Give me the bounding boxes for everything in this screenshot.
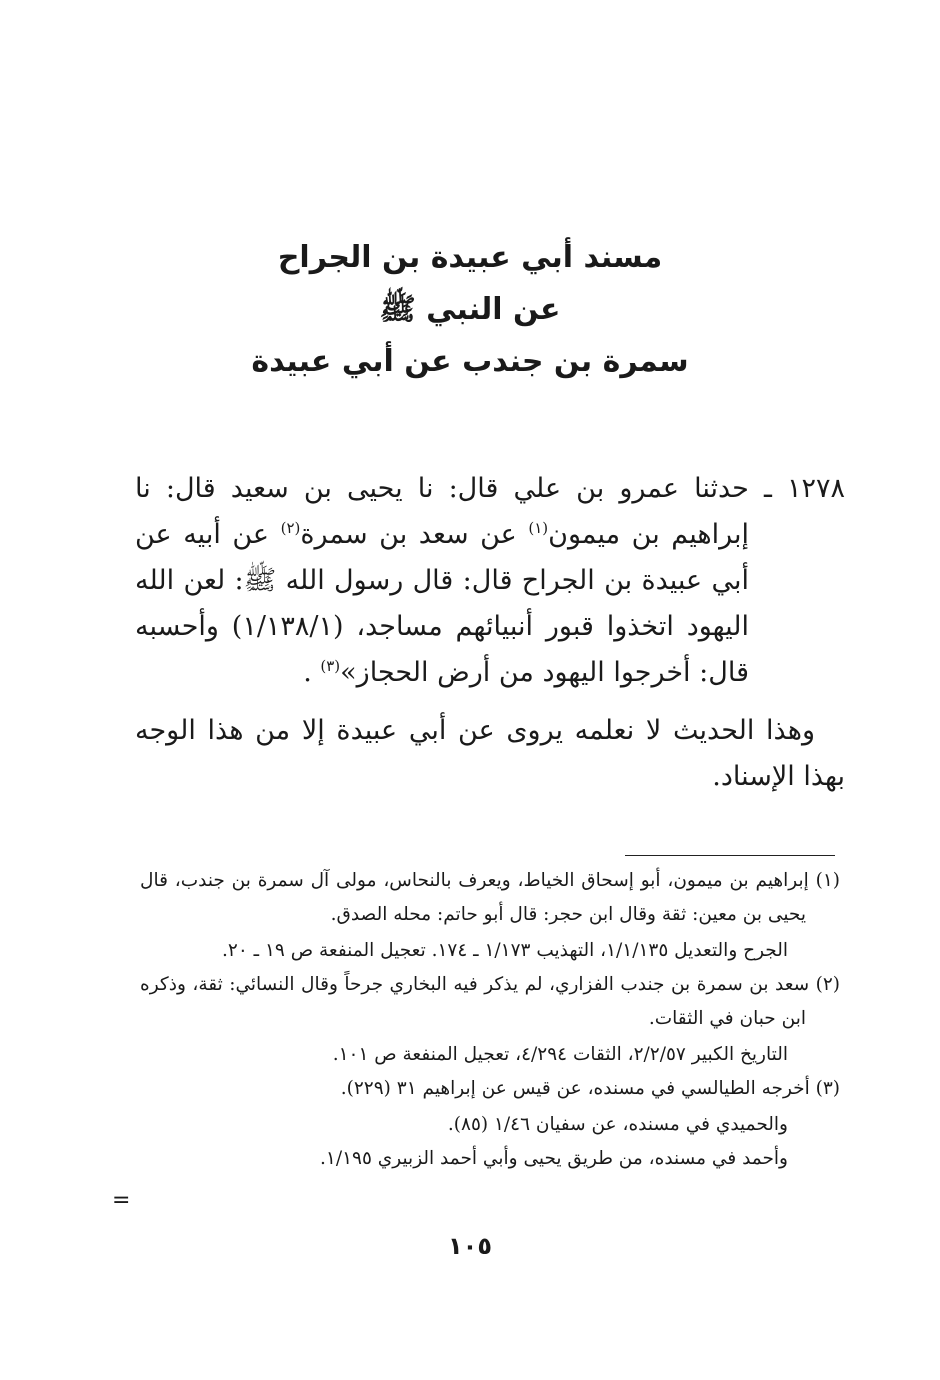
footnote-3-label: (٣)	[815, 1078, 840, 1099]
footnote-2	[140, 968, 840, 1036]
footnote-marker-2: (٢)	[280, 519, 301, 537]
hadith-text-1: ـ حدثنا عمرو بن علي قال: نا يحيى بن سعيد قال: نا إبراهيم بن ميمون	[135, 473, 787, 550]
hadith-number: ١٢٧٨	[786, 473, 845, 504]
chapter-heading	[0, 232, 940, 388]
footnote-3-line-2: والحميدي في مسنده، عن سفيان ١/٤٦ (٨٥).	[447, 1114, 788, 1135]
footnote-1-reference: الجرح والتعديل ١/١/١٣٥، التهذيب ١/١٧٣ ـ ١٧٤. تعجيل المنفعة ص ١٩ ـ ٢٠.	[222, 940, 788, 961]
footnote-2-text: سعد بن سمرة بن جندب الفزاري، لم يذكر فيه البخاري جرحاً وقال النسائي: ثقة، وذكره ابن حبان في الثقات.	[140, 974, 810, 1029]
hadith-text-3: عن أبيه عن أبي عبيدة بن الجراح قال: قال رسول الله ﷺ: لعن الله اليهود اتخذوا قبور أنبيائهم مساجد، (١/١٣٨/١) وأحسبه قال: أخرجوا اليهود من أرض الحجاز»	[135, 519, 749, 688]
hadith-text-2: عن سعد بن سمرة	[300, 519, 529, 550]
main-text	[135, 466, 845, 800]
footnote-marker-3: (٣)	[320, 657, 341, 675]
footnote-1-text: إبراهيم بن ميمون، أبو إسحاق الخياط، ويعرف بالنحاس، مولى آل سمرة بن جندب، قال يحيى بن معين: ثقة وقال ابن حجر: قال أبو حاتم: محله الصدق.	[140, 870, 809, 925]
footnote-1	[140, 864, 840, 932]
continuation-mark: =	[112, 1188, 131, 1213]
footnote-divider	[625, 855, 835, 856]
footnote-2-reference: التاريخ الكبير ٢/٢/٥٧، الثقات ٤/٢٩٤، تعجيل المنفعة ص ١٠١.	[332, 1044, 788, 1065]
title-line-3: سمرة بن جندب عن أبي عبيدة	[251, 344, 689, 379]
title-line-1: مسند أبي عبيدة بن الجراح	[277, 240, 663, 275]
footnote-3	[140, 1072, 840, 1106]
footnotes-section	[140, 864, 840, 1176]
hadith-text-4: .	[303, 657, 321, 688]
author-comment: وهذا الحديث لا نعلمه يروى عن أبي عبيدة إلا من هذا الوجه بهذا الإسناد.	[135, 715, 845, 792]
page-number: ١٠٥	[448, 1232, 492, 1260]
footnote-3-line-3: وأحمد في مسنده، من طريق يحيى وأبي أحمد الزبيري ١/١٩٥.	[320, 1148, 788, 1169]
footnote-marker-1: (١)	[528, 519, 549, 537]
title-line-2: عن النبي ﷺ	[379, 292, 561, 327]
footnote-3-text: أخرجه الطيالسي في مسنده، عن قيس عن إبراهيم ٣١ (٢٢٩).	[340, 1078, 810, 1099]
hadith-paragraph	[135, 466, 845, 696]
footnote-1-label: (١)	[815, 870, 840, 891]
footnote-2-label: (٢)	[815, 974, 840, 995]
